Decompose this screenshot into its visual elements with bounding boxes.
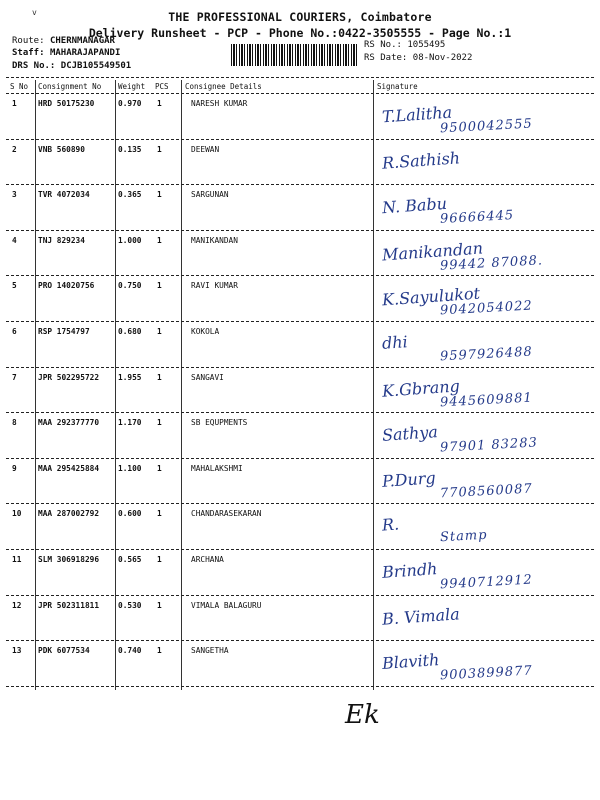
row-separator xyxy=(6,458,594,459)
cell-consignment: SLM 306918296 xyxy=(38,555,100,564)
cell-pcs: 1 xyxy=(157,327,162,336)
runsheet-subtitle: Delivery Runsheet - PCP - Phone No.:0422-3505555 - Page No.:1 xyxy=(88,26,512,40)
signature-phone: 7708560087 xyxy=(439,481,534,502)
cell-consignment: PDK 6077534 xyxy=(38,646,90,656)
cell-weight: 1.955 xyxy=(118,372,142,382)
cell-weight: 0.970 xyxy=(118,99,142,108)
row-separator xyxy=(6,595,594,596)
cell-sno: 7 xyxy=(12,372,17,382)
barcode xyxy=(231,44,357,66)
cell-weight: 0.135 xyxy=(118,144,142,154)
cell-consignee: KOKOLA xyxy=(191,327,220,336)
col-header-sno: S No xyxy=(10,82,29,91)
cell-consignment: MAA 295425884 xyxy=(38,463,100,473)
col-divider-4 xyxy=(373,80,374,690)
cell-pcs: 1 xyxy=(157,555,162,564)
cell-consignment: JPR 502295722 xyxy=(38,372,100,382)
cell-weight: 0.365 xyxy=(118,190,142,200)
col-header-weight: Weight xyxy=(118,82,146,91)
rs-no-value: 1055495 xyxy=(407,40,446,50)
cell-weight: 1.100 xyxy=(118,463,142,473)
signature-name: dhi xyxy=(381,332,409,353)
row-separator xyxy=(6,139,594,140)
company-title: THE PROFESSIONAL COURIERS, Coimbatore xyxy=(168,10,432,24)
signature-phone: 9445609881 xyxy=(439,390,534,411)
staff-line xyxy=(12,48,120,58)
staff-label: Staff: xyxy=(12,48,45,58)
row-separator xyxy=(6,503,594,504)
handwritten-initial: Ek xyxy=(345,700,380,730)
cell-consignee: NARESH KUMAR xyxy=(191,99,248,108)
cell-weight: 1.000 xyxy=(118,235,142,245)
drs-label: DRS No.: xyxy=(12,61,56,71)
cell-sno: 6 xyxy=(12,327,17,336)
signature-phone: 9003899877 xyxy=(439,663,534,684)
col-header-pcs: PCS xyxy=(155,82,169,91)
cell-consignee: SANGAVI xyxy=(191,372,224,382)
rs-no-line xyxy=(364,40,445,50)
header-rule-top xyxy=(6,77,594,78)
row-separator xyxy=(6,640,594,641)
signature-phone: 97901 83283 xyxy=(439,435,539,456)
row-separator xyxy=(6,686,594,687)
cell-consignee: SARGUNAN xyxy=(191,190,229,200)
signature-name: P.Durg xyxy=(381,467,437,491)
cell-sno: 11 xyxy=(12,555,22,564)
row-separator xyxy=(6,321,594,322)
cell-pcs: 1 xyxy=(157,463,162,473)
signature-name: Sathya xyxy=(381,422,439,446)
cell-consignee: SANGETHA xyxy=(191,646,229,656)
cell-pcs: 1 xyxy=(157,99,162,108)
cell-sno: 13 xyxy=(12,646,22,656)
cell-consignee: SB EQUPMENTS xyxy=(191,418,248,428)
cell-consignment: PRO 14020756 xyxy=(38,281,95,291)
cell-pcs: 1 xyxy=(157,372,162,382)
signature-phone: 99442 87088. xyxy=(439,253,544,274)
corner-mark: v xyxy=(32,8,37,17)
col-divider-1 xyxy=(35,80,36,690)
cell-sno: 5 xyxy=(12,281,17,291)
rs-date-value: 08-Nov-2022 xyxy=(412,53,473,63)
rs-date-line xyxy=(364,53,472,63)
cell-consignment: RSP 1754797 xyxy=(38,327,90,336)
col-header-consignment: Consignment No xyxy=(38,82,102,91)
signature-name: R.Sathish xyxy=(381,147,461,173)
signature-name: B. Vimala xyxy=(381,603,461,629)
cell-weight: 0.680 xyxy=(118,327,142,336)
route-line xyxy=(12,36,115,46)
signature-phone: Stamp xyxy=(439,528,488,546)
signature-name: T.Lalitha xyxy=(381,102,453,127)
cell-weight: 0.740 xyxy=(118,646,142,656)
cell-sno: 1 xyxy=(12,99,17,108)
signature-phone: 9940712912 xyxy=(439,572,534,593)
cell-pcs: 1 xyxy=(157,144,162,154)
signature-name: N. Babu xyxy=(381,193,448,218)
cell-consignee: DEEWAN xyxy=(191,144,220,154)
cell-pcs: 1 xyxy=(157,600,162,610)
cell-consignee: CHANDARASEKARAN xyxy=(191,509,262,519)
cell-consignment: MAA 287002792 xyxy=(38,509,100,519)
row-separator xyxy=(6,549,594,550)
cell-consignment: JPR 502311811 xyxy=(38,600,100,610)
cell-weight: 0.565 xyxy=(118,555,142,564)
cell-consignee: MAHALAKSHMI xyxy=(191,463,243,473)
row-separator xyxy=(6,184,594,185)
row-separator xyxy=(6,230,594,231)
cell-consignment: VNB 560890 xyxy=(38,144,85,154)
signature-phone: 96666445 xyxy=(439,208,515,228)
cell-consignment: TNJ 829234 xyxy=(38,235,85,245)
signature-phone: 9500042555 xyxy=(439,116,534,137)
cell-pcs: 1 xyxy=(157,281,162,291)
cell-pcs: 1 xyxy=(157,235,162,245)
cell-weight: 0.600 xyxy=(118,509,142,519)
signature-name: K.Gbrang xyxy=(381,375,461,401)
cell-sno: 4 xyxy=(12,235,17,245)
cell-sno: 3 xyxy=(12,190,17,200)
cell-consignment: TVR 4072034 xyxy=(38,190,90,200)
row-separator xyxy=(6,367,594,368)
rs-no-label: RS No.: xyxy=(364,40,402,50)
cell-sno: 9 xyxy=(12,463,17,473)
row-separator xyxy=(6,275,594,276)
cell-pcs: 1 xyxy=(157,646,162,656)
col-header-signature: Signature xyxy=(377,82,418,91)
cell-pcs: 1 xyxy=(157,190,162,200)
cell-sno: 2 xyxy=(12,144,17,154)
signature-name: K.Sayulukot xyxy=(381,283,481,310)
cell-sno: 12 xyxy=(12,600,22,610)
col-divider-2 xyxy=(115,80,116,690)
col-divider-3 xyxy=(181,80,182,690)
cell-sno: 10 xyxy=(12,509,22,519)
cell-weight: 0.530 xyxy=(118,600,142,610)
cell-consignment: HRD 50175230 xyxy=(38,99,95,108)
route-value: CHERNMANAGAR xyxy=(49,36,115,46)
route-label: Route: xyxy=(12,36,45,46)
signature-name: Blavith xyxy=(381,650,440,674)
col-header-consignee: Consignee Details xyxy=(185,82,262,91)
cell-consignee: VIMALA BALAGURU xyxy=(191,600,262,610)
signature-name: R. xyxy=(381,514,400,535)
cell-consignee: ARCHANA xyxy=(191,555,224,564)
cell-weight: 1.170 xyxy=(118,418,142,428)
rs-date-label: RS Date: xyxy=(364,53,408,63)
drs-value: DCJB105549501 xyxy=(60,61,132,71)
cell-consignee: RAVI KUMAR xyxy=(191,281,238,291)
staff-value: MAHARAJAPANDI xyxy=(49,48,121,58)
cell-pcs: 1 xyxy=(157,418,162,428)
cell-weight: 0.750 xyxy=(118,281,142,291)
cell-pcs: 1 xyxy=(157,509,162,519)
signature-name: Manikandan xyxy=(381,238,484,265)
cell-consignment: MAA 292377770 xyxy=(38,418,100,428)
cell-sno: 8 xyxy=(12,418,17,428)
signature-name: Brindh xyxy=(381,559,438,582)
drs-line xyxy=(12,61,131,71)
header-rule-bottom xyxy=(6,93,594,94)
signature-phone: 9042054022 xyxy=(439,298,534,319)
signature-phone: 9597926488 xyxy=(439,344,534,365)
cell-consignee: MANIKANDAN xyxy=(191,235,238,245)
row-separator xyxy=(6,412,594,413)
